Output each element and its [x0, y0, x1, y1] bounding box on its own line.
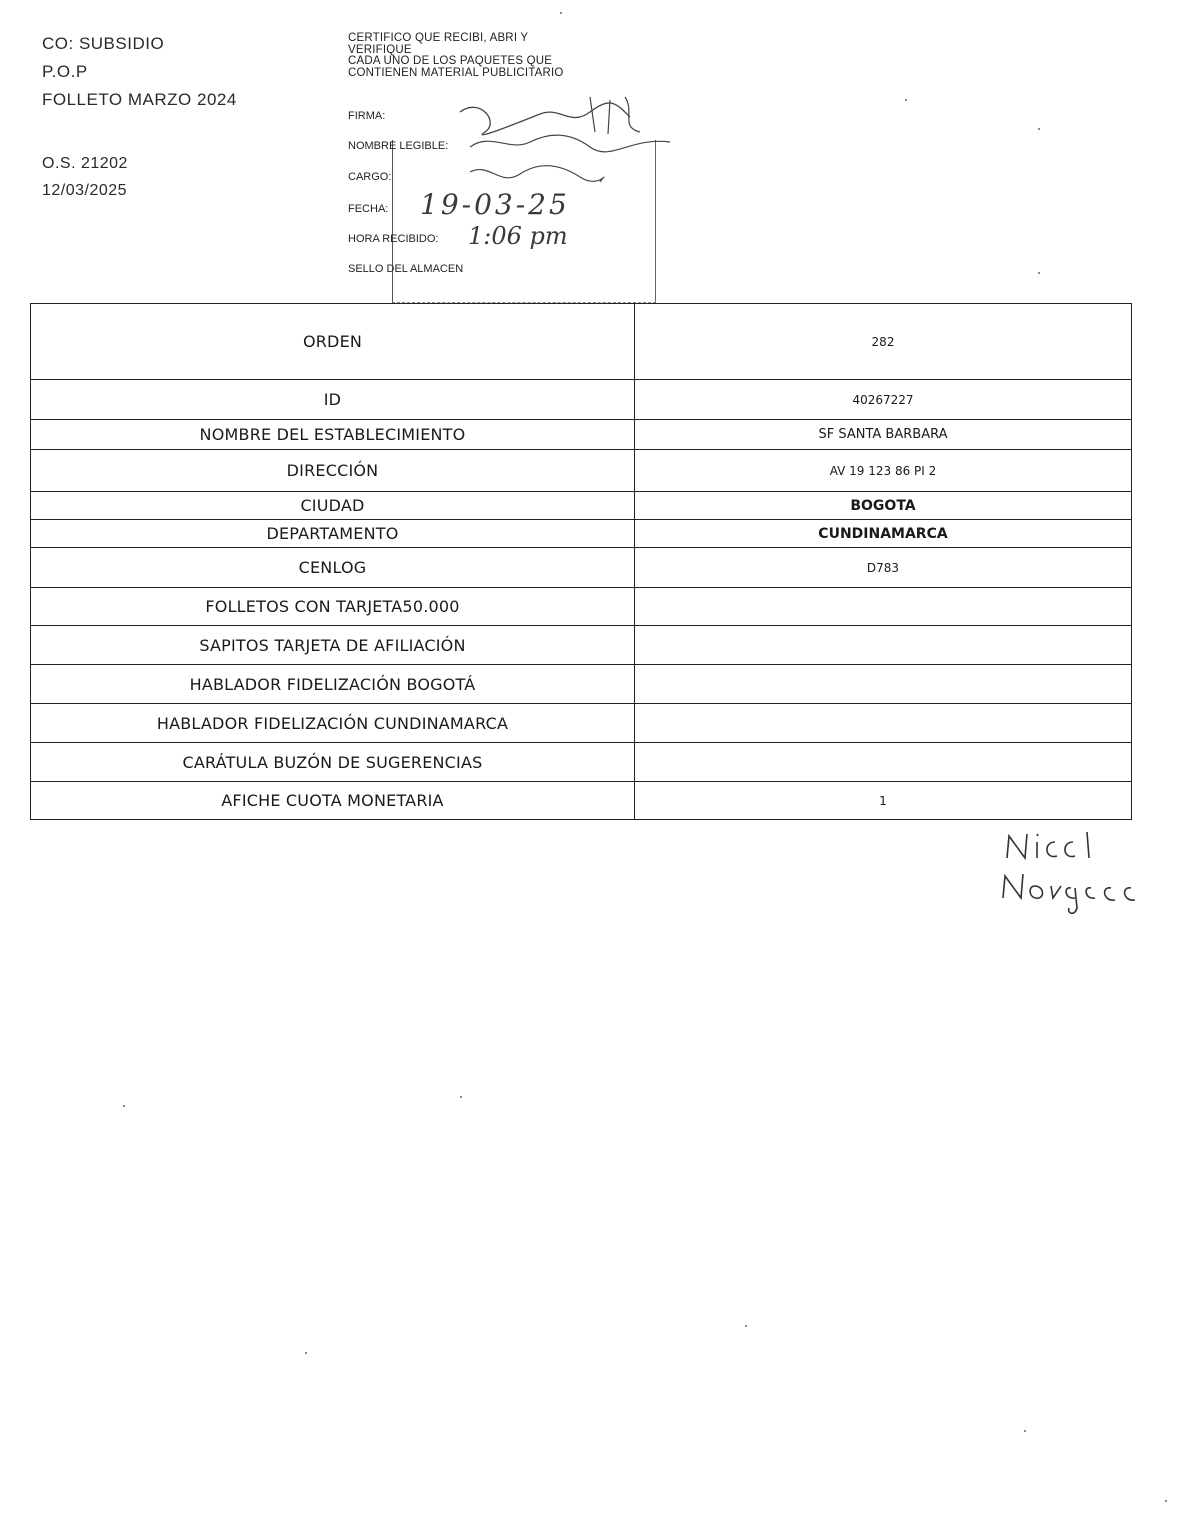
row-label-departamento: DEPARTAMENTO — [31, 520, 635, 548]
row-label-cenlog: CENLOG — [31, 548, 635, 588]
row-label-orden: ORDEN — [31, 304, 635, 380]
row-label-hablador-cundinamarca: HABLADOR FIDELIZACIÓN CUNDINAMARCA — [31, 704, 635, 743]
row-value-cenlog: D783 — [635, 548, 1132, 588]
header-block — [42, 30, 237, 204]
row-value-hablador-bogota — [635, 665, 1132, 704]
table-row — [31, 304, 1132, 380]
table-row — [31, 588, 1132, 626]
delivery-table — [30, 303, 1132, 820]
row-label-hablador-bogota: HABLADOR FIDELIZACIÓN BOGOTÁ — [31, 665, 635, 704]
row-value-departamento: CUNDINAMARCA — [635, 520, 1132, 548]
row-value-orden: 282 — [635, 304, 1132, 380]
row-value-hablador-cundinamarca — [635, 704, 1132, 743]
scan-speckle — [745, 1325, 747, 1327]
sello-label: SELLO DEL ALMACEN — [348, 263, 464, 275]
header-campaign: FOLLETO MARZO 2024 — [42, 90, 237, 109]
table-row — [31, 520, 1132, 548]
scan-speckle — [560, 12, 562, 14]
hora-label: HORA RECIBIDO: — [348, 233, 439, 245]
cert-line-1: CERTIFICO QUE RECIBI, ABRI Y — [348, 32, 529, 44]
handwritten-note — [995, 828, 1145, 928]
table-row — [31, 420, 1132, 450]
cert-line-3: CADA UNO DE LOS PAQUETES QUE — [348, 55, 553, 67]
table-row — [31, 665, 1132, 704]
table-row — [31, 743, 1132, 782]
handwritten-time: 1:06 pm — [468, 222, 568, 250]
scan-speckle — [1024, 1430, 1026, 1432]
handwritten-date: 19-03-25 — [420, 188, 570, 221]
row-label-sapitos: SAPITOS TARJETA DE AFILIACIÓN — [31, 626, 635, 665]
firma-label: FIRMA: — [348, 110, 386, 122]
row-label-establecimiento: NOMBRE DEL ESTABLECIMIENTO — [31, 420, 635, 450]
header-client: CO: SUBSIDIO — [42, 34, 165, 53]
fecha-label: FECHA: — [348, 203, 389, 215]
nombre-label: NOMBRE LEGIBLE: — [348, 140, 449, 152]
row-value-ciudad: BOGOTA — [635, 492, 1132, 520]
scan-speckle — [1038, 272, 1040, 274]
table-row — [31, 492, 1132, 520]
row-label-ciudad: CIUDAD — [31, 492, 635, 520]
table-row — [31, 704, 1132, 743]
table-row — [31, 626, 1132, 665]
scan-speckle — [305, 1352, 307, 1354]
header-date: 12/03/2025 — [42, 182, 128, 199]
row-value-caratula — [635, 743, 1132, 782]
table-row — [31, 380, 1132, 420]
row-label-direccion: DIRECCIÓN — [31, 450, 635, 492]
row-label-folletos: FOLLETOS CON TARJETA50.000 — [31, 588, 635, 626]
cargo-label: CARGO: — [348, 171, 392, 183]
row-value-sapitos — [635, 626, 1132, 665]
handwritten-signature — [440, 92, 690, 202]
table-row — [31, 782, 1132, 820]
header-os-number: O.S. 21202 — [42, 155, 128, 172]
cert-line-2: VERIFIQUE — [348, 43, 412, 56]
row-value-establecimiento: SF SANTA BARBARA — [635, 420, 1132, 450]
table-row — [31, 450, 1132, 492]
row-value-id: 40267227 — [635, 380, 1132, 420]
row-label-id: ID — [31, 380, 635, 420]
scan-speckle — [123, 1105, 125, 1107]
row-value-folletos — [635, 588, 1132, 626]
scan-speckle — [460, 1096, 462, 1098]
header-type: P.O.P — [42, 62, 88, 81]
scan-speckle — [905, 99, 907, 101]
scan-speckle — [1165, 1500, 1167, 1502]
cert-line-4: CONTIENEN MATERIAL PUBLICITARIO — [348, 66, 564, 79]
row-value-direccion: AV 19 123 86 PI 2 — [635, 450, 1132, 492]
row-value-afiche: 1 — [635, 782, 1132, 820]
row-label-afiche: AFICHE CUOTA MONETARIA — [31, 782, 635, 820]
table-row — [31, 548, 1132, 588]
certification-statement — [348, 33, 668, 79]
row-label-caratula: CARÁTULA BUZÓN DE SUGERENCIAS — [31, 743, 635, 782]
scan-speckle — [1038, 128, 1040, 130]
